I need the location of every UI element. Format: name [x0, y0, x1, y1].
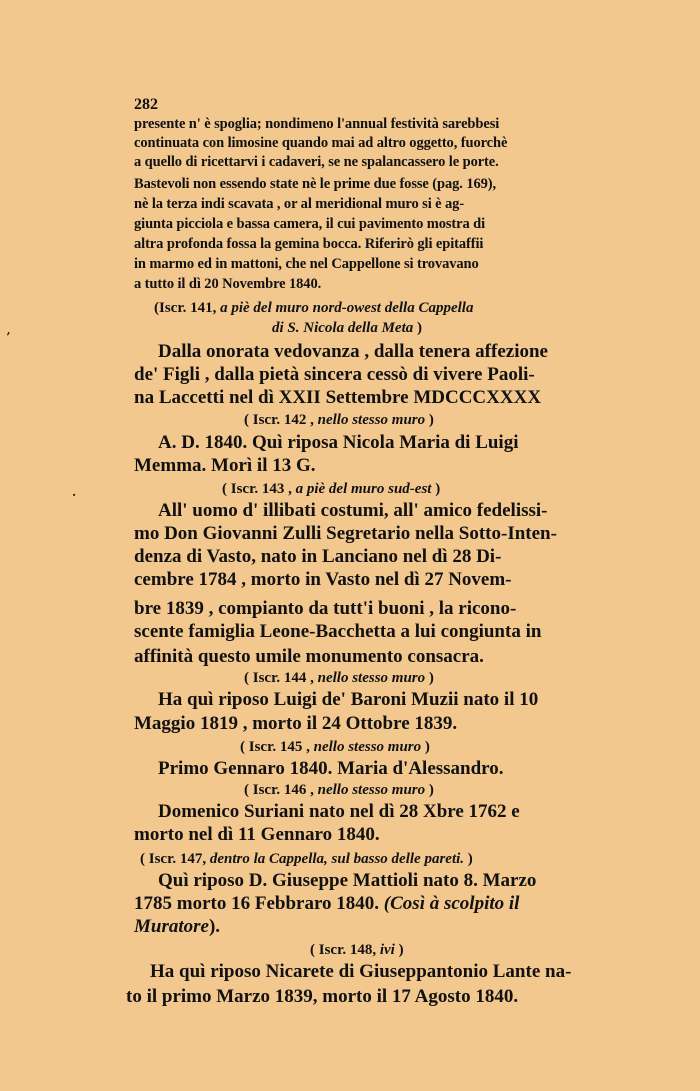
- caption-location: nello stesso muro: [317, 782, 426, 798]
- caption-location: dentro la Cappella, sul basso delle pareti.: [209, 851, 465, 867]
- caption-prefix: ( Iscr. 145 ,: [240, 739, 310, 755]
- caption-location: ivi: [379, 942, 395, 958]
- page-number: 282: [134, 96, 158, 113]
- inscription-caption: [244, 670, 434, 687]
- intro-line: in marmo ed in mattoni, che nel Cappellone si trovavano: [134, 256, 479, 272]
- caption-close: ): [424, 739, 430, 755]
- intro-line: continuata con limosine quando mai ad altro oggetto, fuorchè: [134, 135, 508, 151]
- caption-location: a piè del muro nord-owest della Cappella: [220, 300, 474, 316]
- inscription-line: scente famiglia Leone-Bacchetta a lui congiunta in: [134, 621, 542, 642]
- inscription-line: Memma. Morì il 13 G.: [134, 455, 316, 476]
- caption-close: ): [417, 320, 422, 336]
- caption-prefix: ( Iscr. 142 ,: [244, 412, 314, 428]
- inscription-note: (Così à scolpito il: [383, 893, 520, 914]
- intro-line: a tutto il dì 20 Novembre 1840.: [134, 276, 322, 292]
- intro-line: a quello di ricettarvi i cadaveri, se ne spalancassero le porte.: [134, 154, 499, 170]
- inscription-line: Ha quì riposo Luigi de' Baroni Muzii nato il 10: [158, 689, 539, 710]
- caption-location: a piè del muro sud-est: [295, 481, 432, 497]
- inscription-line: affinità questo umile monumento consacra.: [134, 646, 484, 667]
- caption-close: ): [435, 481, 441, 497]
- inscription-note-cont: Muratore: [134, 916, 209, 937]
- caption-prefix: ( Iscr. 148,: [310, 942, 377, 958]
- inscription-text: 1785 morto 16 Febbraro 1840.: [134, 893, 380, 914]
- caption-prefix: (Iscr. 141,: [154, 300, 217, 316]
- caption-location-cont: di S. Nicola della Meta: [272, 320, 414, 336]
- inscription-line: Ha quì riposo Nicarete di Giuseppantonio Lante na-: [150, 961, 572, 982]
- inscription-line: morto nel dì 11 Gennaro 1840.: [134, 824, 380, 845]
- caption-close: ): [428, 412, 434, 428]
- intro-line: altra profonda fossa la gemina bocca. Riferirò gli epitaffii: [134, 236, 484, 252]
- inscription-caption: [244, 782, 434, 799]
- caption-location: nello stesso muro: [317, 412, 426, 428]
- caption-prefix: ( Iscr. 143 ,: [222, 481, 292, 497]
- inscription-caption: [310, 942, 404, 959]
- print-speck: ʼ: [6, 330, 11, 344]
- inscription-line: denza di Vasto, nato in Lanciano nel dì 28 Di-: [134, 546, 502, 567]
- caption-close: ): [467, 851, 473, 867]
- inscription-caption: [154, 300, 473, 317]
- inscription-line: Maggio 1819 , morto il 24 Ottobre 1839.: [134, 713, 458, 734]
- caption-location: nello stesso muro: [317, 670, 426, 686]
- caption-location: nello stesso muro: [313, 739, 422, 755]
- caption-close: ): [428, 782, 434, 798]
- inscription-line: mo Don Giovanni Zulli Segretario nella Sotto-Inten-: [134, 523, 557, 544]
- inscription-line: Quì riposo D. Giuseppe Mattioli nato 8. Marzo: [158, 870, 537, 891]
- print-speck: ·: [72, 488, 77, 502]
- inscription-caption: [244, 412, 434, 429]
- inscription-note-end: ).: [208, 916, 221, 937]
- intro-line: Bastevoli non essendo state nè le prime due fosse (pag. 169),: [134, 176, 497, 192]
- inscription-line: Domenico Suriani nato nel dì 28 Xbre 1762 e: [158, 801, 520, 822]
- inscription-line: [134, 893, 519, 915]
- inscription-caption: [222, 481, 440, 498]
- caption-prefix: ( Iscr. 147,: [140, 851, 207, 867]
- inscription-line: All' uomo d' illibati costumi, all' amico fedelissi-: [158, 500, 548, 521]
- inscription-caption: [140, 851, 473, 868]
- caption-close: ): [398, 942, 404, 958]
- caption-prefix: ( Iscr. 146 ,: [244, 782, 314, 798]
- intro-line: nè la terza indi scavata , or al meridional muro si è ag-: [134, 196, 465, 212]
- inscription-line: de' Figli , dalla pietà sincera cessò di vivere Paoli-: [134, 364, 535, 385]
- inscription-caption: [240, 739, 430, 756]
- inscription-line: na Laccetti nel dì XXII Settembre MDCCCXXXX: [134, 387, 542, 408]
- inscription-line: Dalla onorata vedovanza , dalla tenera affezione: [158, 341, 548, 362]
- inscription-line: [134, 916, 220, 938]
- intro-line: presente n' è spoglia; nondimeno l'annual festività sarebbesi: [134, 116, 500, 132]
- inscription-line: Primo Gennaro 1840. Maria d'Alessandro.: [158, 758, 504, 779]
- inscription-line: to il primo Marzo 1839, morto il 17 Agosto 1840.: [126, 986, 519, 1007]
- inscription-caption-line2: [272, 320, 422, 337]
- inscription-line: cembre 1784 , morto in Vasto nel dì 27 Novem-: [134, 569, 512, 590]
- inscription-line: A. D. 1840. Quì riposa Nicola Maria di Luigi: [158, 432, 519, 453]
- caption-prefix: ( Iscr. 144 ,: [244, 670, 314, 686]
- inscription-line: bre 1839 , compianto da tutt'i buoni , la ricono-: [134, 598, 517, 619]
- intro-line: giunta picciola e bassa camera, il cui pavimento mostra di: [134, 216, 486, 232]
- caption-close: ): [428, 670, 434, 686]
